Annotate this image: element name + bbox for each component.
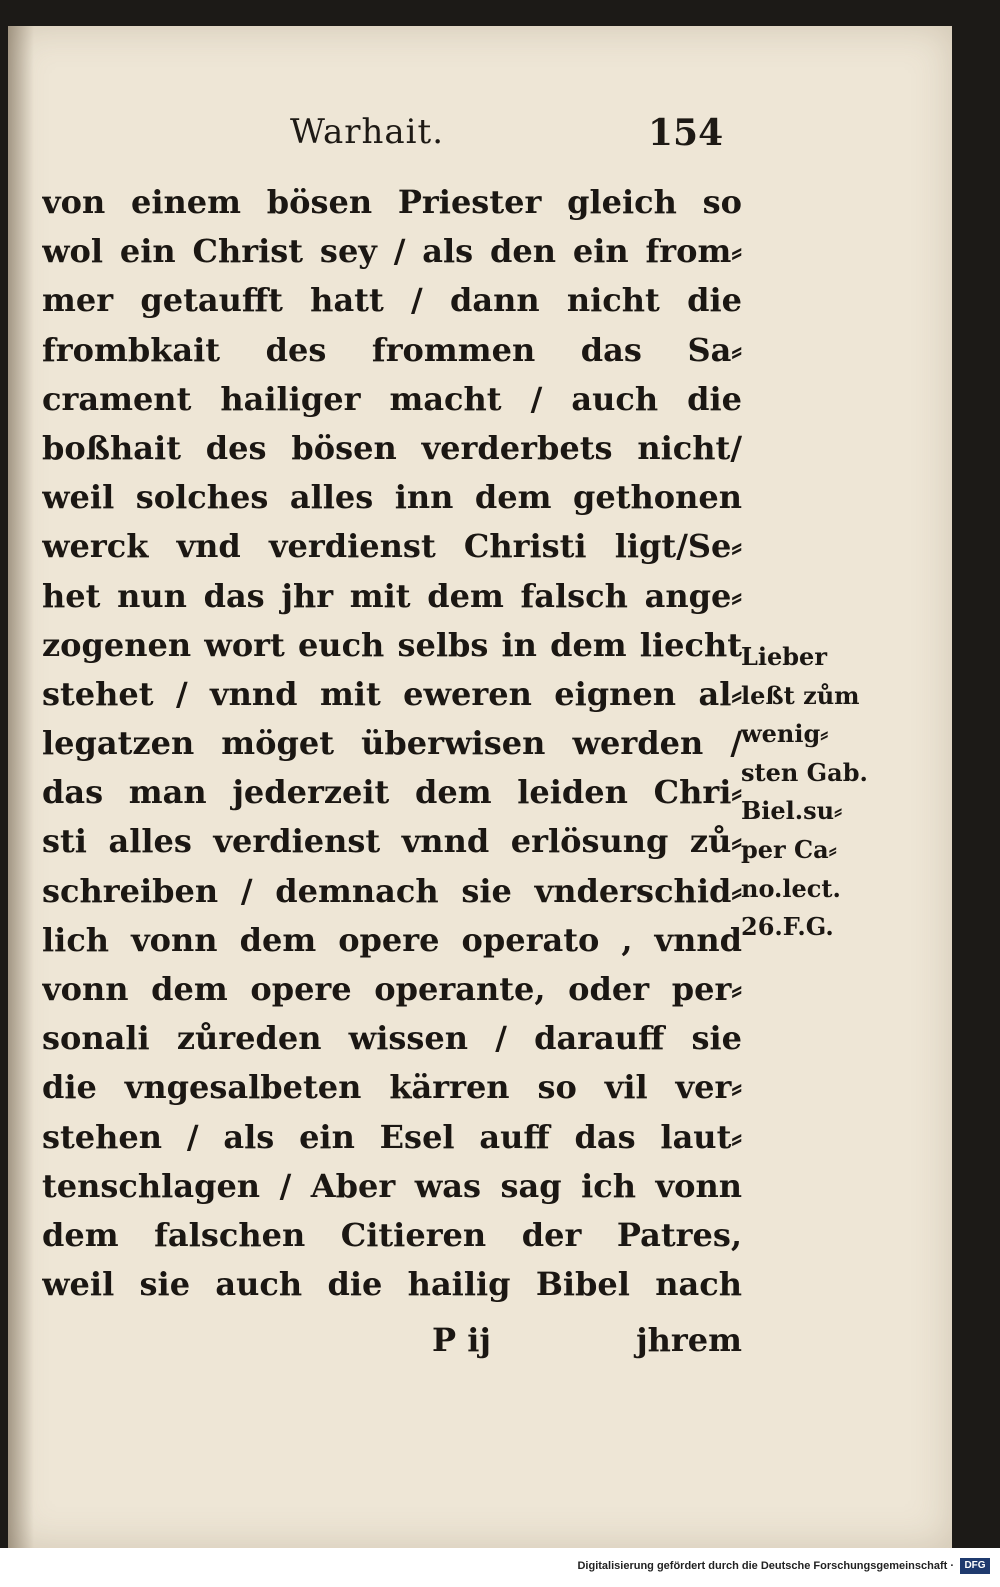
running-title: Warhait.: [290, 112, 445, 152]
text-line: schreiben / demnach sie vnderschid⸗: [42, 871, 742, 910]
marginal-note-line: per Ca⸗: [741, 834, 837, 864]
text-line: von einem bösen Priester gleich so: [42, 183, 742, 221]
text-line: werck vnd verdienst Christi ligt/Se⸗: [42, 527, 742, 566]
marginal-note-line: leßt zům: [741, 680, 860, 710]
text-line: frombkait des frommen das Sa⸗: [42, 330, 742, 369]
text-line: stehet / vnnd mit eweren eignen al⸗: [42, 674, 742, 713]
page-number: 154: [648, 112, 724, 154]
signature-mark: P ij: [432, 1321, 491, 1359]
text-line: weil sie auch die hailig Bibel nach: [42, 1265, 742, 1304]
dfg-logo: DFG: [960, 1558, 990, 1574]
marginal-note-line: wenig⸗: [741, 719, 829, 749]
text-line: wol ein Christ sey / als den ein from⸗: [42, 232, 742, 271]
text-line: die vngesalbeten kärren so vil ver⸗: [42, 1068, 742, 1107]
text-line: sti alles verdienst vnnd erlösung zů⸗: [42, 822, 742, 861]
funding-credit: Digitalisierung gefördert durch die Deutsche Forschungsgemeinschaft ·: [577, 1560, 954, 1572]
catchword: jhrem: [636, 1321, 742, 1359]
marginal-note-line: Biel.su⸗: [741, 796, 843, 826]
gutter-shadow: [8, 26, 34, 1548]
marginal-note-line: 26.F.G.: [741, 912, 834, 942]
text-line: legatzen möget überwisen werden /: [42, 724, 742, 763]
text-line: vonn dem opere operante, oder per⸗: [42, 970, 742, 1008]
text-line: mer getaufft hatt / dann nicht die: [42, 281, 742, 320]
marginal-note-line: Lieber: [741, 642, 827, 671]
text-line: lich vonn dem opere operato , vnnd: [42, 920, 742, 959]
marginal-note: [741, 638, 941, 947]
text-line: weil solches alles inn dem gethonen: [42, 478, 742, 517]
text-line: sonali zůreden wissen / darauff sie: [42, 1019, 742, 1058]
marginal-note-line: sten Gab.: [741, 757, 868, 787]
text-line: boßhait des bösen verderbets nicht/: [42, 428, 742, 467]
marginal-note-line: no.lect.: [741, 873, 841, 903]
text-line: crament hailiger macht / auch die: [42, 379, 742, 418]
text-line: dem falschen Citieren der Patres,: [42, 1215, 742, 1254]
text-line: zogenen wort euch selbs in dem liecht: [42, 625, 742, 664]
digitization-footer: [0, 1548, 1000, 1587]
text-line: tenschlagen / Aber was sag ich vonn: [42, 1166, 742, 1205]
text-line: das man jederzeit dem leiden Chri⸗: [42, 773, 742, 812]
body-text: [42, 178, 742, 1309]
text-line: stehen / als ein Esel auff das laut⸗: [42, 1117, 742, 1156]
book-page: [8, 26, 952, 1548]
text-line: het nun das jhr mit dem falsch ange⸗: [42, 576, 742, 615]
page-footer-line: [42, 1321, 742, 1371]
page-header: [8, 112, 952, 172]
